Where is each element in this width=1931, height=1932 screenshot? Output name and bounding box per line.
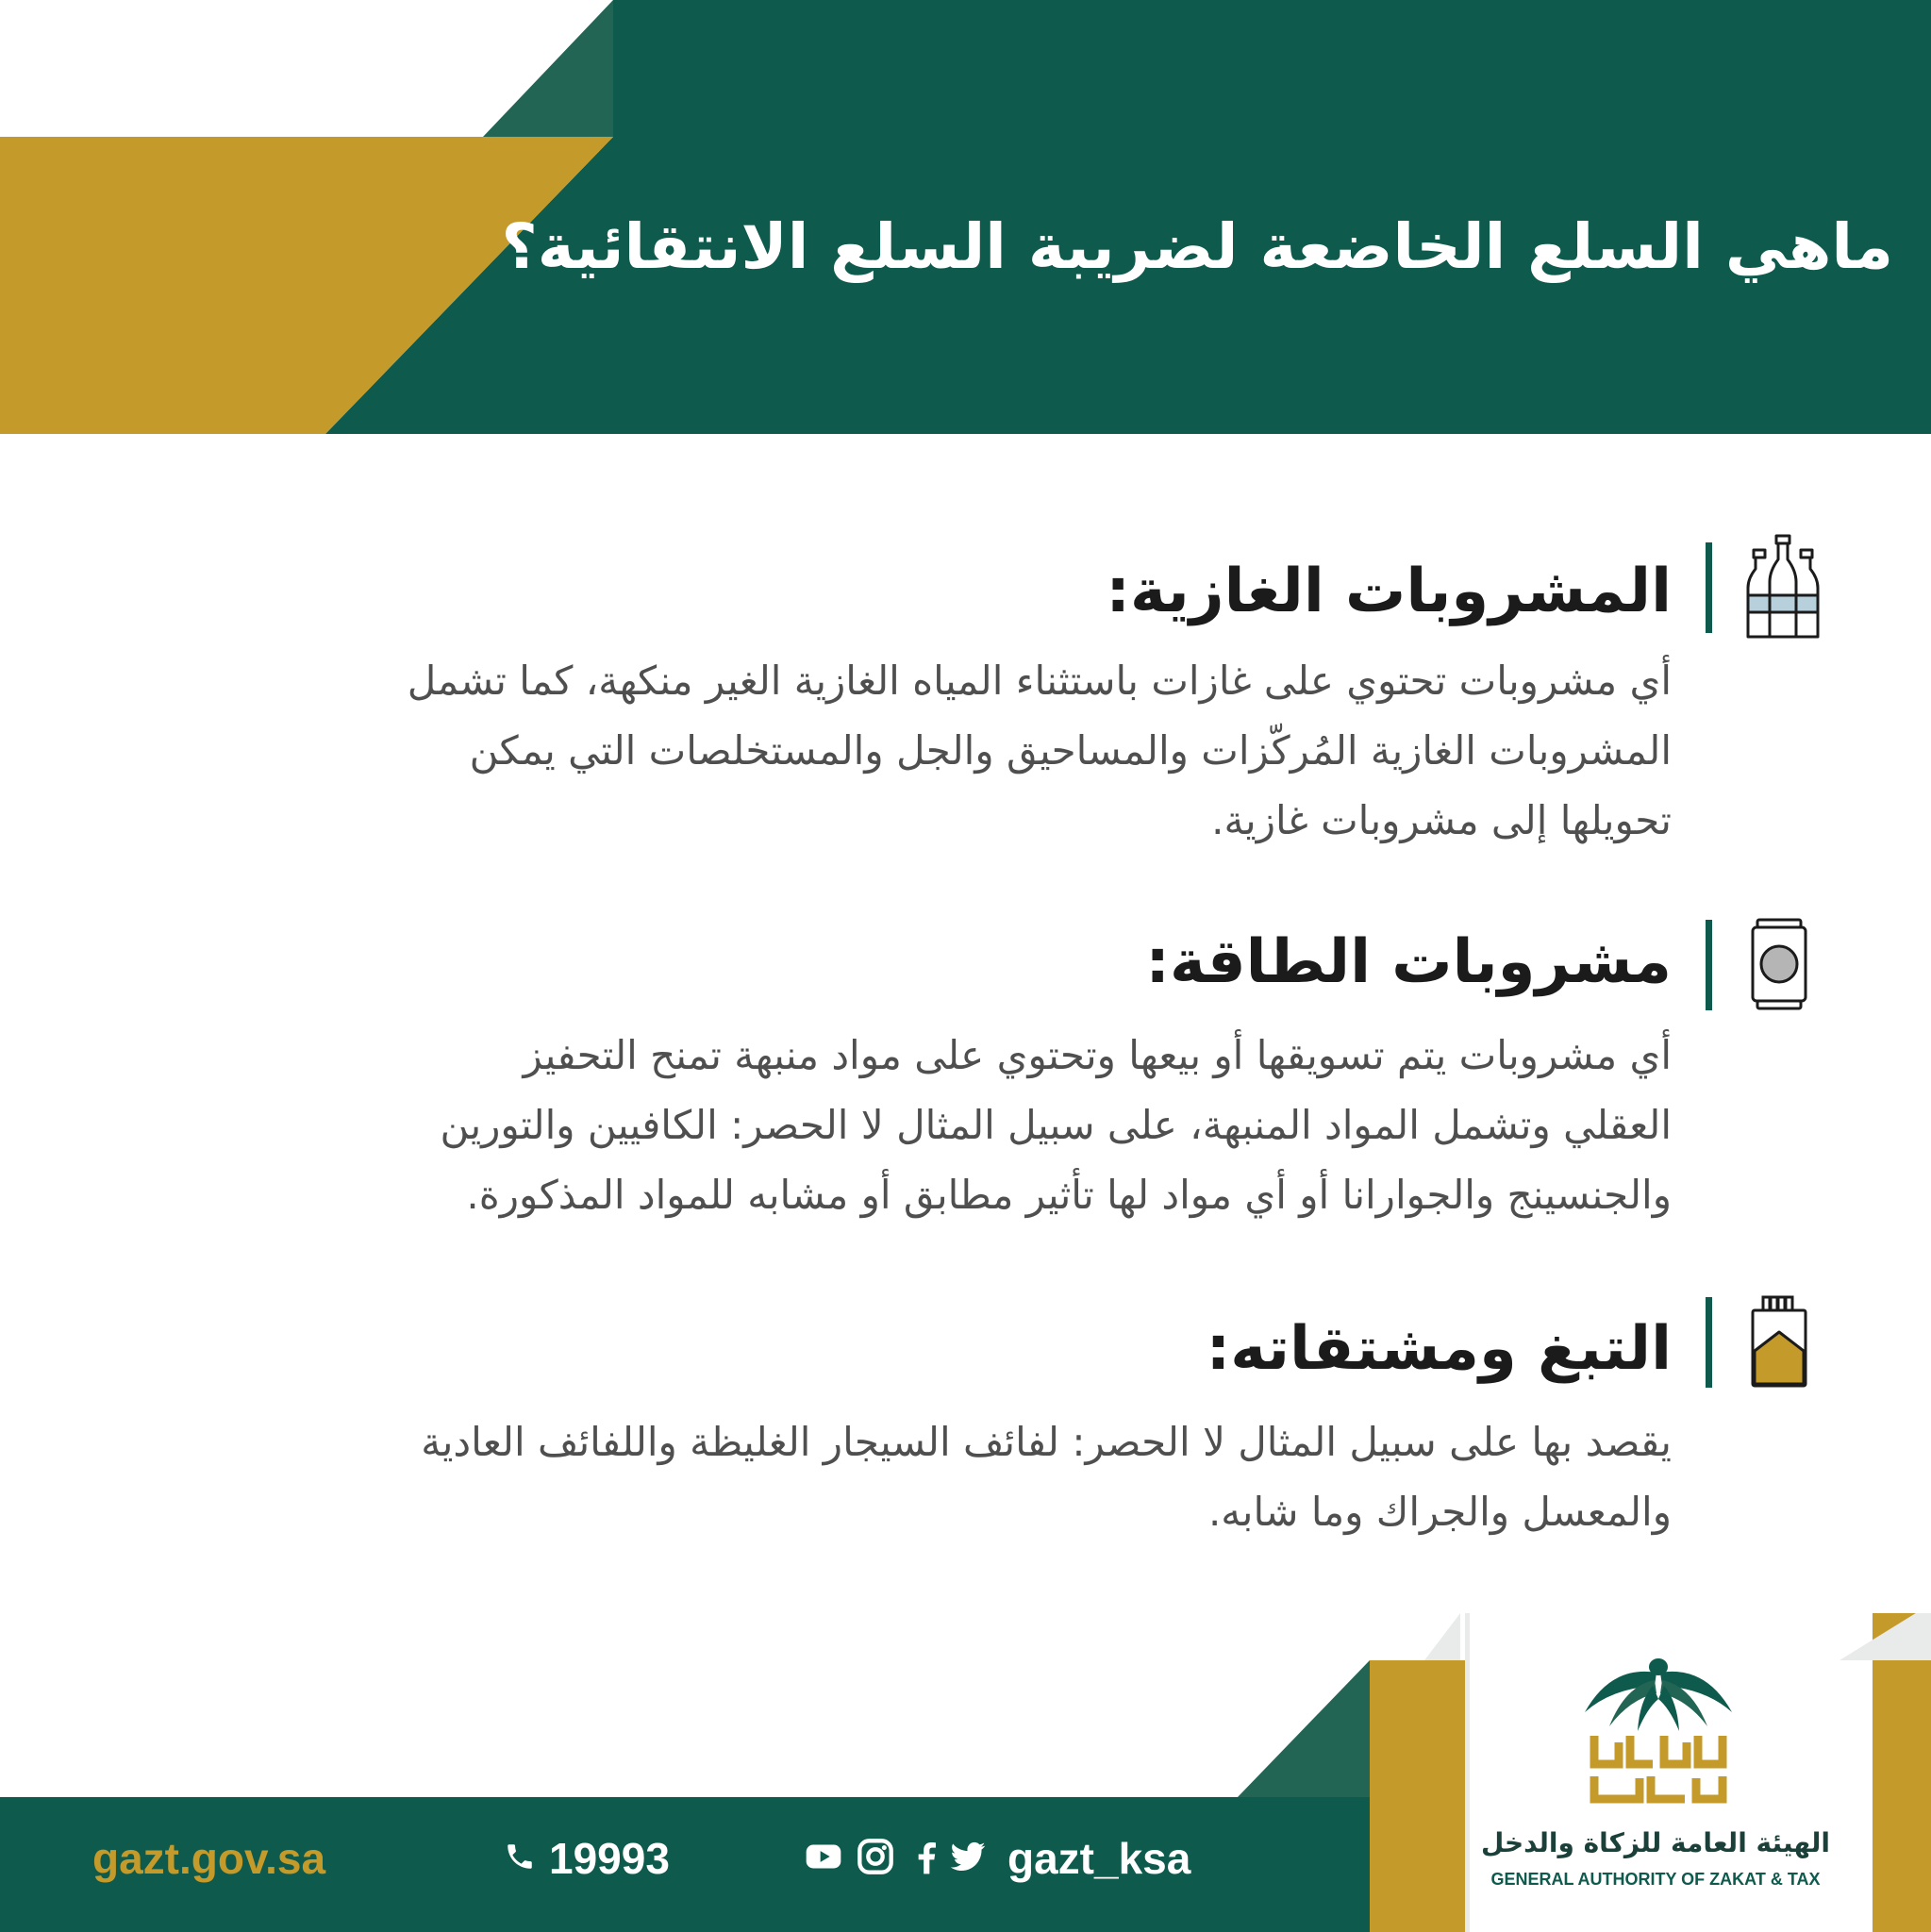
org-name-english: GENERAL AUTHORITY OF ZAKAT & TAX xyxy=(1490,1870,1821,1889)
social-handle[interactable]: gazt_ksa xyxy=(1007,1834,1191,1883)
section-body-carbonated-drinks xyxy=(125,646,1672,856)
zakat-logo-icon xyxy=(1573,1637,1743,1807)
body-line: أي مشروبات يتم تسويقها أو بيعها وتحتوي على مواد منبهة تمنح التحفيز xyxy=(523,1032,1672,1078)
section-heading-energy-drinks: مشروبات الطاقة: xyxy=(1145,927,1672,997)
soda-bottles-icon xyxy=(1745,533,1821,641)
energy-drink-can-icon xyxy=(1750,917,1808,1011)
section-body-energy-drinks xyxy=(125,1021,1672,1230)
body-line: العقلي وتشمل المواد المنبهة، على سبيل المثال لا الحصر: الكافيين والتورين xyxy=(440,1102,1672,1148)
facebook-icon[interactable] xyxy=(907,1838,945,1875)
section-divider-bar xyxy=(1706,1297,1712,1388)
website-link[interactable]: gazt.gov.sa xyxy=(92,1834,326,1883)
cigarette-pack-icon xyxy=(1750,1294,1808,1389)
body-line: تحويلها إلى مشروبات غازية. xyxy=(1211,797,1672,843)
instagram-icon[interactable] xyxy=(857,1838,894,1875)
section-heading-carbonated-drinks: المشروبات الغازية: xyxy=(1106,557,1672,626)
body-line: والجنسينج والجوارانا أو أي مواد لها تأثير مطابق أو مشابه للمواد المذكورة. xyxy=(466,1172,1672,1218)
twitter-icon[interactable] xyxy=(949,1838,987,1875)
section-heading-tobacco: التبغ ومشتقاته: xyxy=(1206,1314,1672,1384)
body-line: أي مشروبات تحتوي على غازات باستثناء المياه الغازية الغير منكهة، كما تشمل xyxy=(407,658,1672,704)
body-line: والمعسل والجراك وما شابه. xyxy=(1207,1489,1672,1535)
body-line: المشروبات الغازية المُركّزات والمساحيق والجل والمستخلصات التي يمكن xyxy=(469,727,1672,774)
youtube-icon[interactable] xyxy=(805,1838,842,1875)
org-name-arabic: الهيئة العامة للزكاة والدخل xyxy=(1481,1827,1830,1858)
section-divider-bar xyxy=(1706,542,1712,633)
phone-icon xyxy=(504,1840,536,1873)
phone-number[interactable]: 19993 xyxy=(549,1834,670,1883)
body-line: يقصد بها على سبيل المثال لا الحصر: لفائف السيجار الغليظة واللفائف العادية xyxy=(421,1419,1672,1465)
section-divider-bar xyxy=(1706,920,1712,1010)
section-body-tobacco xyxy=(125,1407,1672,1547)
page-title: ماهي السلع الخاضعة لضريبة السلع الانتقائية؟ xyxy=(501,210,1893,283)
